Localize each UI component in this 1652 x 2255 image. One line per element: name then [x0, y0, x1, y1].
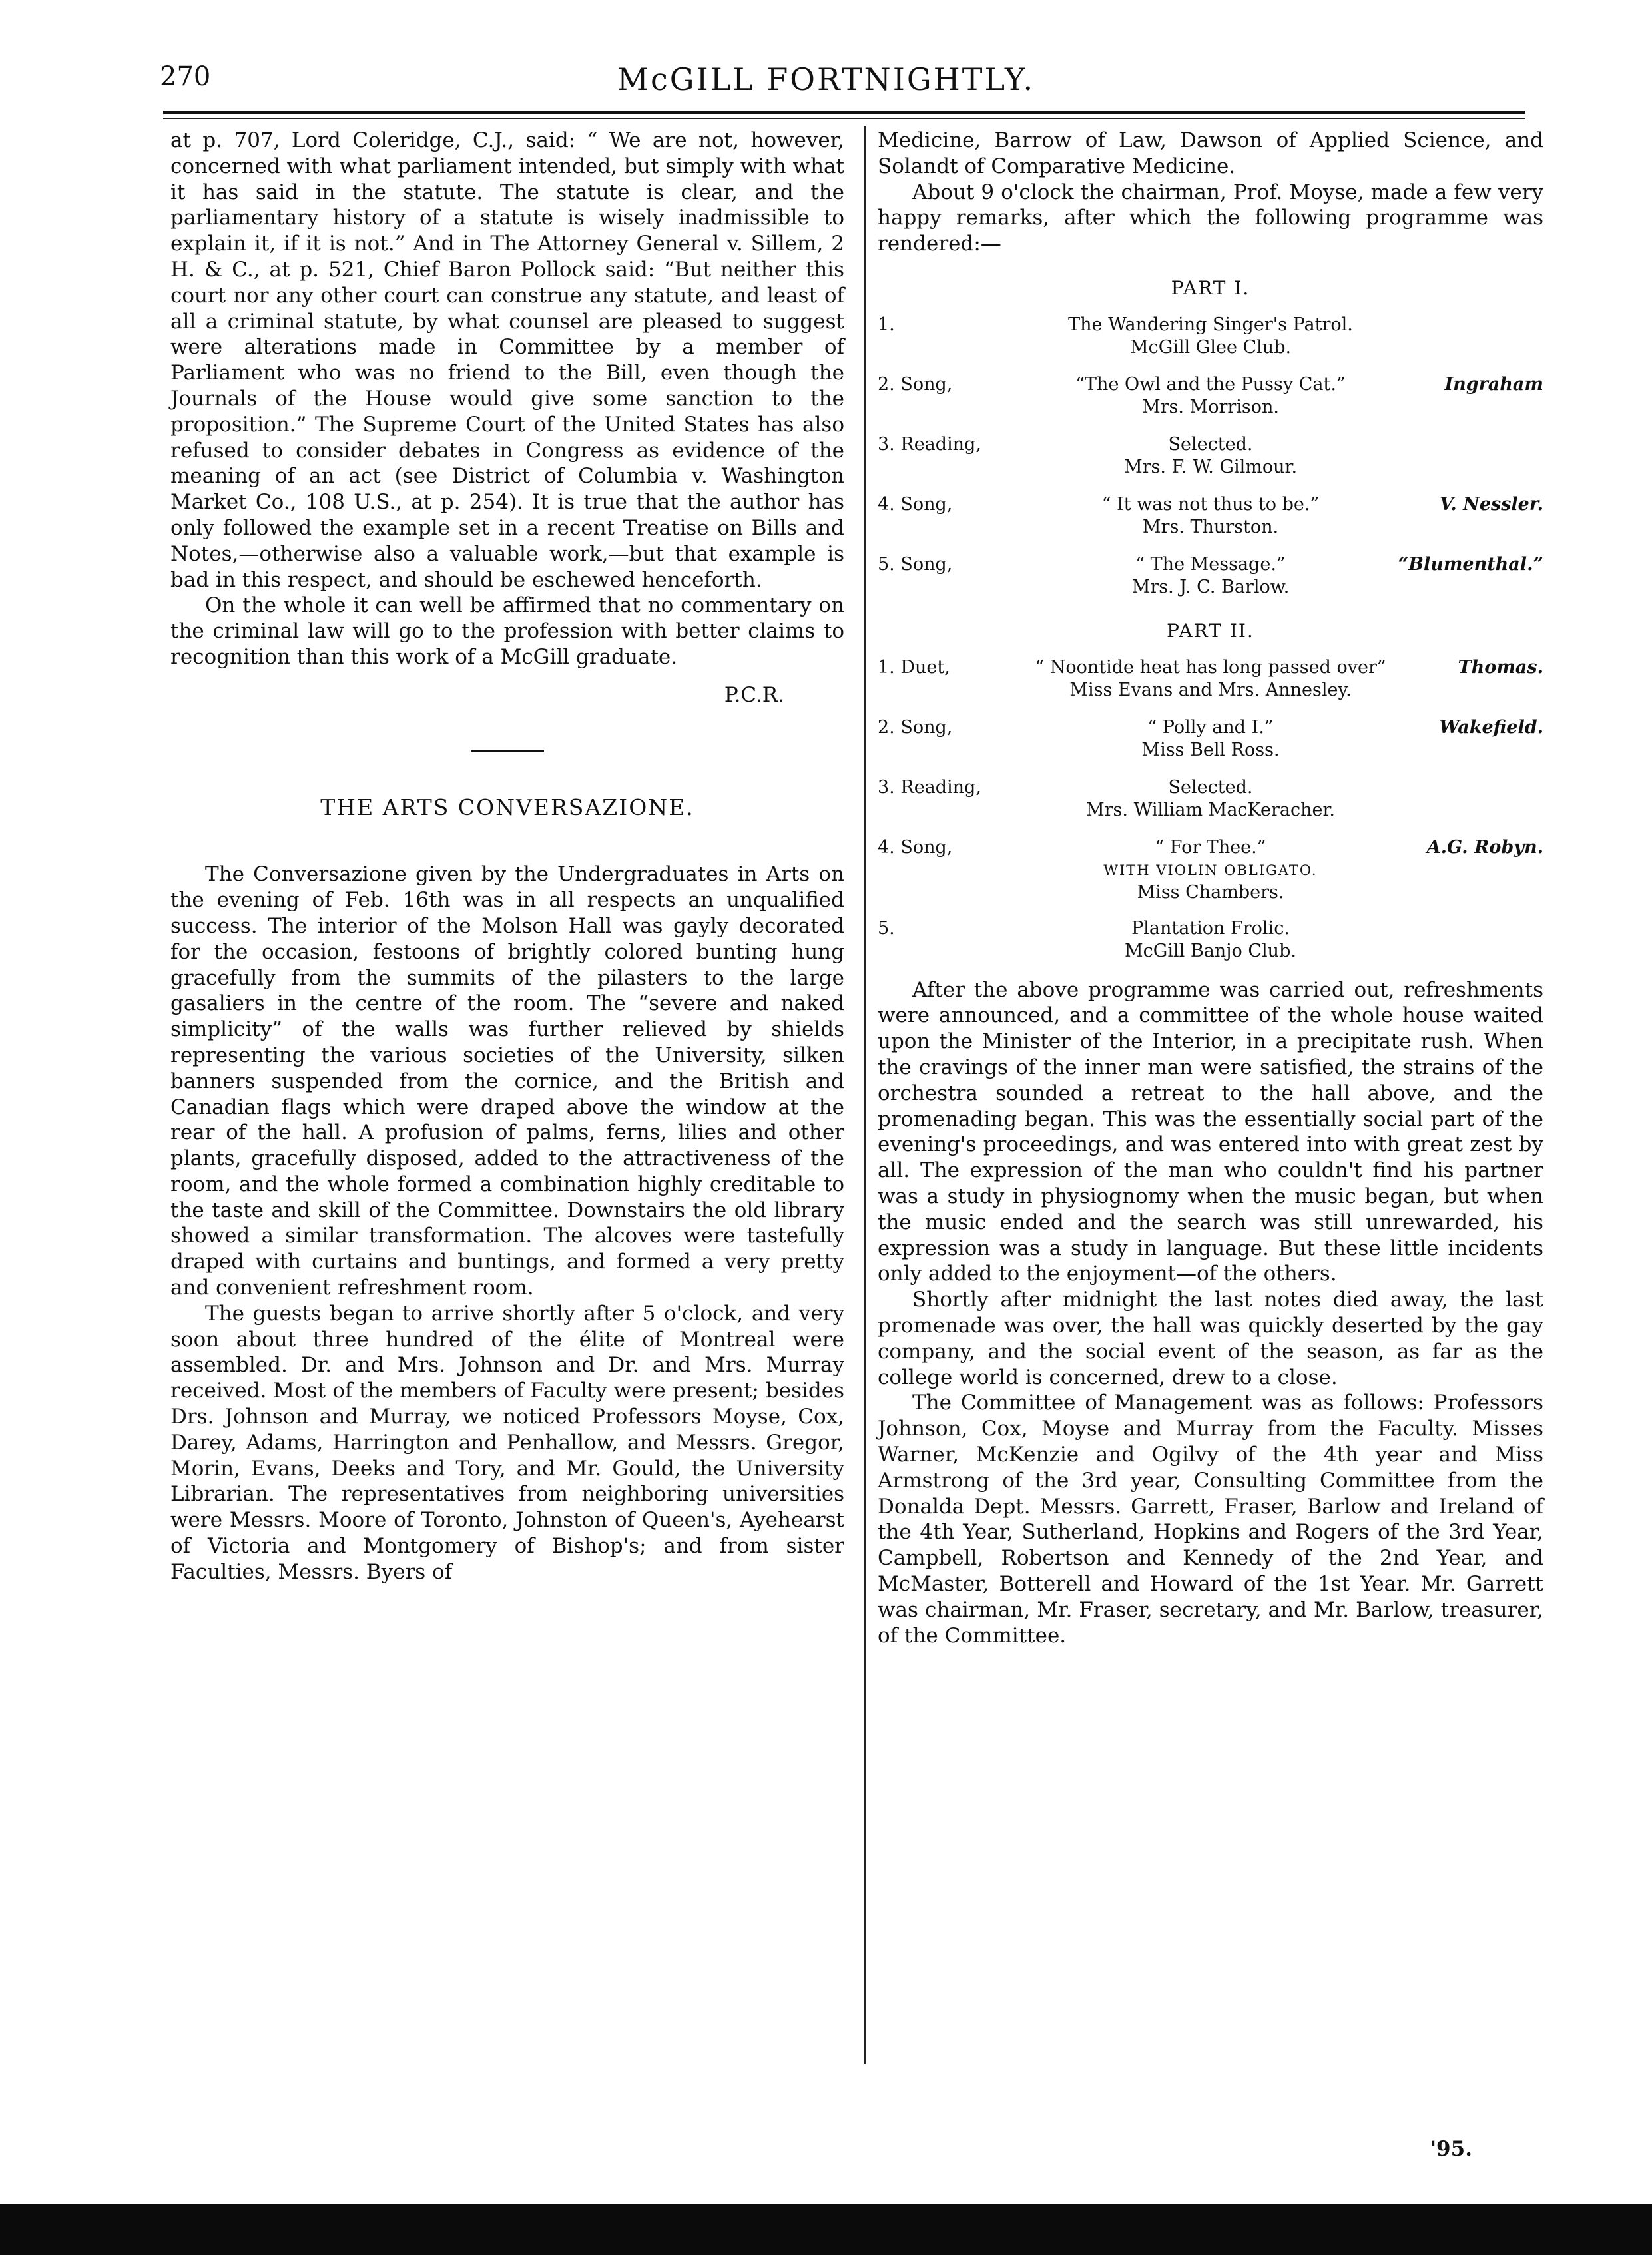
item-type: Reading, [900, 776, 981, 798]
right-column [878, 128, 1543, 1648]
article-paragraph-4: About 9 o'clock the chairman, Prof. Moyse, made a few very happy remarks, after which the following programme was rendered:— [878, 180, 1543, 256]
item-title: “ It was not thus to be.” [1101, 493, 1320, 515]
item-title: The Wandering Singer's Patrol. [1068, 314, 1353, 335]
article-paragraph-1: The Conversazione given by the Undergraduates in Arts on the evening of Feb. 16th was in all respects an unqualified success. The interior of the Molson Hall was gayly decorated for the occasion, festoons of brightly colored bunting hung gracefully from the summits of the pilasters to the large gasaliers in the centre of the room. The “severe and naked simplicity” of the walls was further relieved by shields representing the various societies of the University, silken banners suspended from the cornice, and the British and Canadian flags which were draped above the window at the rear of the hall. A profusion of palms, ferns, lilies and other plants, gracefully disposed, added to the attractiveness of the room, and the whole formed a combination highly creditable to the taste and skill of the Committee. Downstairs the old library showed a similar transformation. The alcoves were tastefully draped with curtains and buntings, and formed a very pretty and convenient refreshment room. [170, 862, 844, 1300]
item-title: “The Owl and the Pussy Cat.” [1075, 374, 1346, 395]
section-divider [471, 750, 544, 752]
item-composer: “Blumenthal.” [1398, 553, 1543, 575]
programme-item [878, 433, 1543, 480]
article-paragraph-2: The guests began to arrive shortly after 5 o'clock, and very soon about three hundred of the élite of Montreal were assembled. Dr. and Mrs. Johnson and Dr. and Mrs. Murray received. Most of the members of Faculty were present; besides Drs. Johnson and Murray, we noticed Professors Moyse, Cox, Darey, Adams, Harrington and Penhallow, and Messrs. Gregor, Morin, Evans, Deeks and Tory, and Mr. Gould, the University Librarian. The representatives from neighboring universities were Messrs. Moore of Toronto, Johnston of Queen's, Ayehearst of Victoria and Montgomery of Bishop's; and from sister Faculties, Messrs. Byers of [170, 1301, 844, 1584]
item-number: 2. [878, 716, 895, 738]
programme-item [878, 314, 1543, 360]
item-number: 1. [878, 656, 895, 678]
programme-item [878, 836, 1543, 904]
item-title: Plantation Frolic. [1131, 917, 1290, 939]
item-composer: A.G. Robyn. [1426, 836, 1543, 858]
item-performer: Mrs. J. C. Barlow. [1131, 576, 1290, 597]
section-title: THE ARTS CONVERSAZIONE. [320, 794, 694, 820]
item-title: “ The Message.” [1135, 553, 1286, 575]
article-paragraph-3: Medicine, Barrow of Law, Dawson of Applied Science, and Solandt of Comparative Medicine. [878, 128, 1543, 178]
programme-item [878, 553, 1543, 600]
page-number: 270 [160, 61, 211, 92]
item-number: 3. [878, 433, 895, 455]
item-performer: Mrs. William MacKeracher. [1086, 799, 1335, 820]
article-paragraph-7: The Committee of Management was as follows: Professors Johnson, Cox, Moyse and Murray from the Faculty. Misses Warner, McKenzie and Ogilvy of the 4th year and Miss Armstrong of the 3rd year, Consulting Committee from the Donalda Dept. Messrs. Garrett, Fraser, Barlow and Ireland of the 4th Year, Sutherland, Hopkins and Rogers of the 3rd Year, Campbell, Robertson and Kennedy of the 2nd Year, and McMaster, Botterell and Howard of the 1st Year. Mr. Garrett was chairman, Mr. Fraser, secretary, and Mr. Barlow, treasurer, of the Committee. [878, 1391, 1543, 1648]
item-performer: Miss Bell Ross. [1141, 739, 1280, 760]
review-paragraph-2: On the whole it can well be affirmed that no commentary on the criminal law will go to the profession with better claims to recognition than this work of a McGill graduate. [170, 593, 844, 669]
item-number: 4. [878, 493, 895, 515]
header-rule-thin [163, 118, 1525, 119]
item-performer: Miss Evans and Mrs. Annesley. [1069, 679, 1352, 700]
item-number: 2. [878, 374, 895, 395]
item-performer: McGill Glee Club. [1129, 336, 1292, 358]
item-composer: Thomas. [1458, 656, 1543, 678]
column-divider [864, 126, 866, 2064]
review-signature: P.C.R. [724, 682, 784, 707]
part-1-heading: PART I. [1171, 276, 1250, 299]
item-number: 5. [878, 553, 895, 575]
item-composer: Ingraham [1444, 374, 1543, 395]
item-performer: Mrs. Thurston. [1142, 516, 1279, 537]
item-title: “ Noontide heat has long passed over” [1035, 656, 1386, 678]
item-type: Song, [900, 836, 953, 858]
item-number: 1. [878, 314, 895, 335]
item-number: 3. [878, 776, 895, 798]
item-type: Duet, [900, 656, 950, 678]
part-2-heading: PART II. [1167, 619, 1254, 642]
item-number: 4. [878, 836, 895, 858]
item-performer: Mrs. Morrison. [1141, 396, 1279, 417]
item-title: “ For Thee.” [1155, 836, 1266, 858]
item-composer: V. Nessler. [1440, 493, 1543, 515]
item-type: Song, [900, 374, 953, 395]
item-note: WITH VIOLIN OBLIGATO. [1103, 862, 1318, 878]
folio-mark: '95. [1430, 2137, 1472, 2161]
scan-edge-bar [0, 2204, 1652, 2255]
item-title: Selected. [1168, 776, 1253, 798]
item-type: Song, [900, 716, 953, 738]
running-head: McGILL FORTNIGHTLY. [617, 61, 1035, 97]
item-performer: Miss Chambers. [1137, 881, 1284, 903]
item-title: “ Polly and I.” [1147, 716, 1274, 738]
item-performer: Mrs. F. W. Gilmour. [1123, 456, 1298, 477]
item-type: Song, [900, 553, 953, 575]
left-column [170, 128, 844, 1585]
item-type: Reading, [900, 433, 981, 455]
programme-item [878, 656, 1543, 703]
article-paragraph-5: After the above programme was carried out, refreshments were announced, and a committee of the whole house waited upon the Minister of the Interior, in a precipitate rush. When the cravings of the inner man were satisfied, the strains of the orchestra sounded a retreat to the hall above, and the promenading began. This was the essentially social part of the evening's proceedings, and was entered into with great zest by all. The expression of the man who couldn't find his partner was a study in physiognomy when the music began, but when the music ended and the search was still unrewarded, his expression was a study in language. But these little incidents only added to the enjoyment—of the others. [878, 977, 1543, 1286]
programme-item [878, 716, 1543, 763]
programme-item [878, 776, 1543, 823]
item-type: Song, [900, 493, 953, 515]
item-composer: Wakefield. [1439, 716, 1543, 738]
item-performer: McGill Banjo Club. [1125, 940, 1296, 961]
header-rule [163, 111, 1525, 114]
article-paragraph-6: Shortly after midnight the last notes died away, the last promenade was over, the hall was quickly deserted by the gay company, and the social event of the season, as far as the college world is concerned, drew to a close. [878, 1288, 1543, 1389]
programme-item [878, 917, 1543, 964]
item-number: 5. [878, 917, 895, 939]
programme-item [878, 374, 1543, 420]
programme-item [878, 493, 1543, 540]
review-paragraph-1: at p. 707, Lord Coleridge, C.J., said: “ We are not, however, concerned with what parliament intended, but simply with what it has said in the statute. The statute is clear, and the parliamentary history of a statute is wisely inadmissible to explain it, if it is not.” And in The Attorney General v. Sillem, 2 H. & C., at p. 521, Chief Baron Pollock said: “But neither this court nor any other court can construe any statute, and least of all a criminal statute, by what counsel are pleased to suggest were alterations made in Committee by a member of Parliament who was no friend to the Bill, even though the Journals of the House would give some sanction to the proposition.” The Supreme Court of the United States has also refused to consider debates in Congress as evidence of the meaning of an act (see District of Columbia v. Washington Market Co., 108 U.S., at p. 254). It is true that the author has only followed the example set in a recent Treatise on Bills and Notes,—otherwise also a valuable work,—but that example is bad in this respect, and should be eschewed henceforth. [170, 128, 844, 592]
item-title: Selected. [1168, 433, 1253, 455]
